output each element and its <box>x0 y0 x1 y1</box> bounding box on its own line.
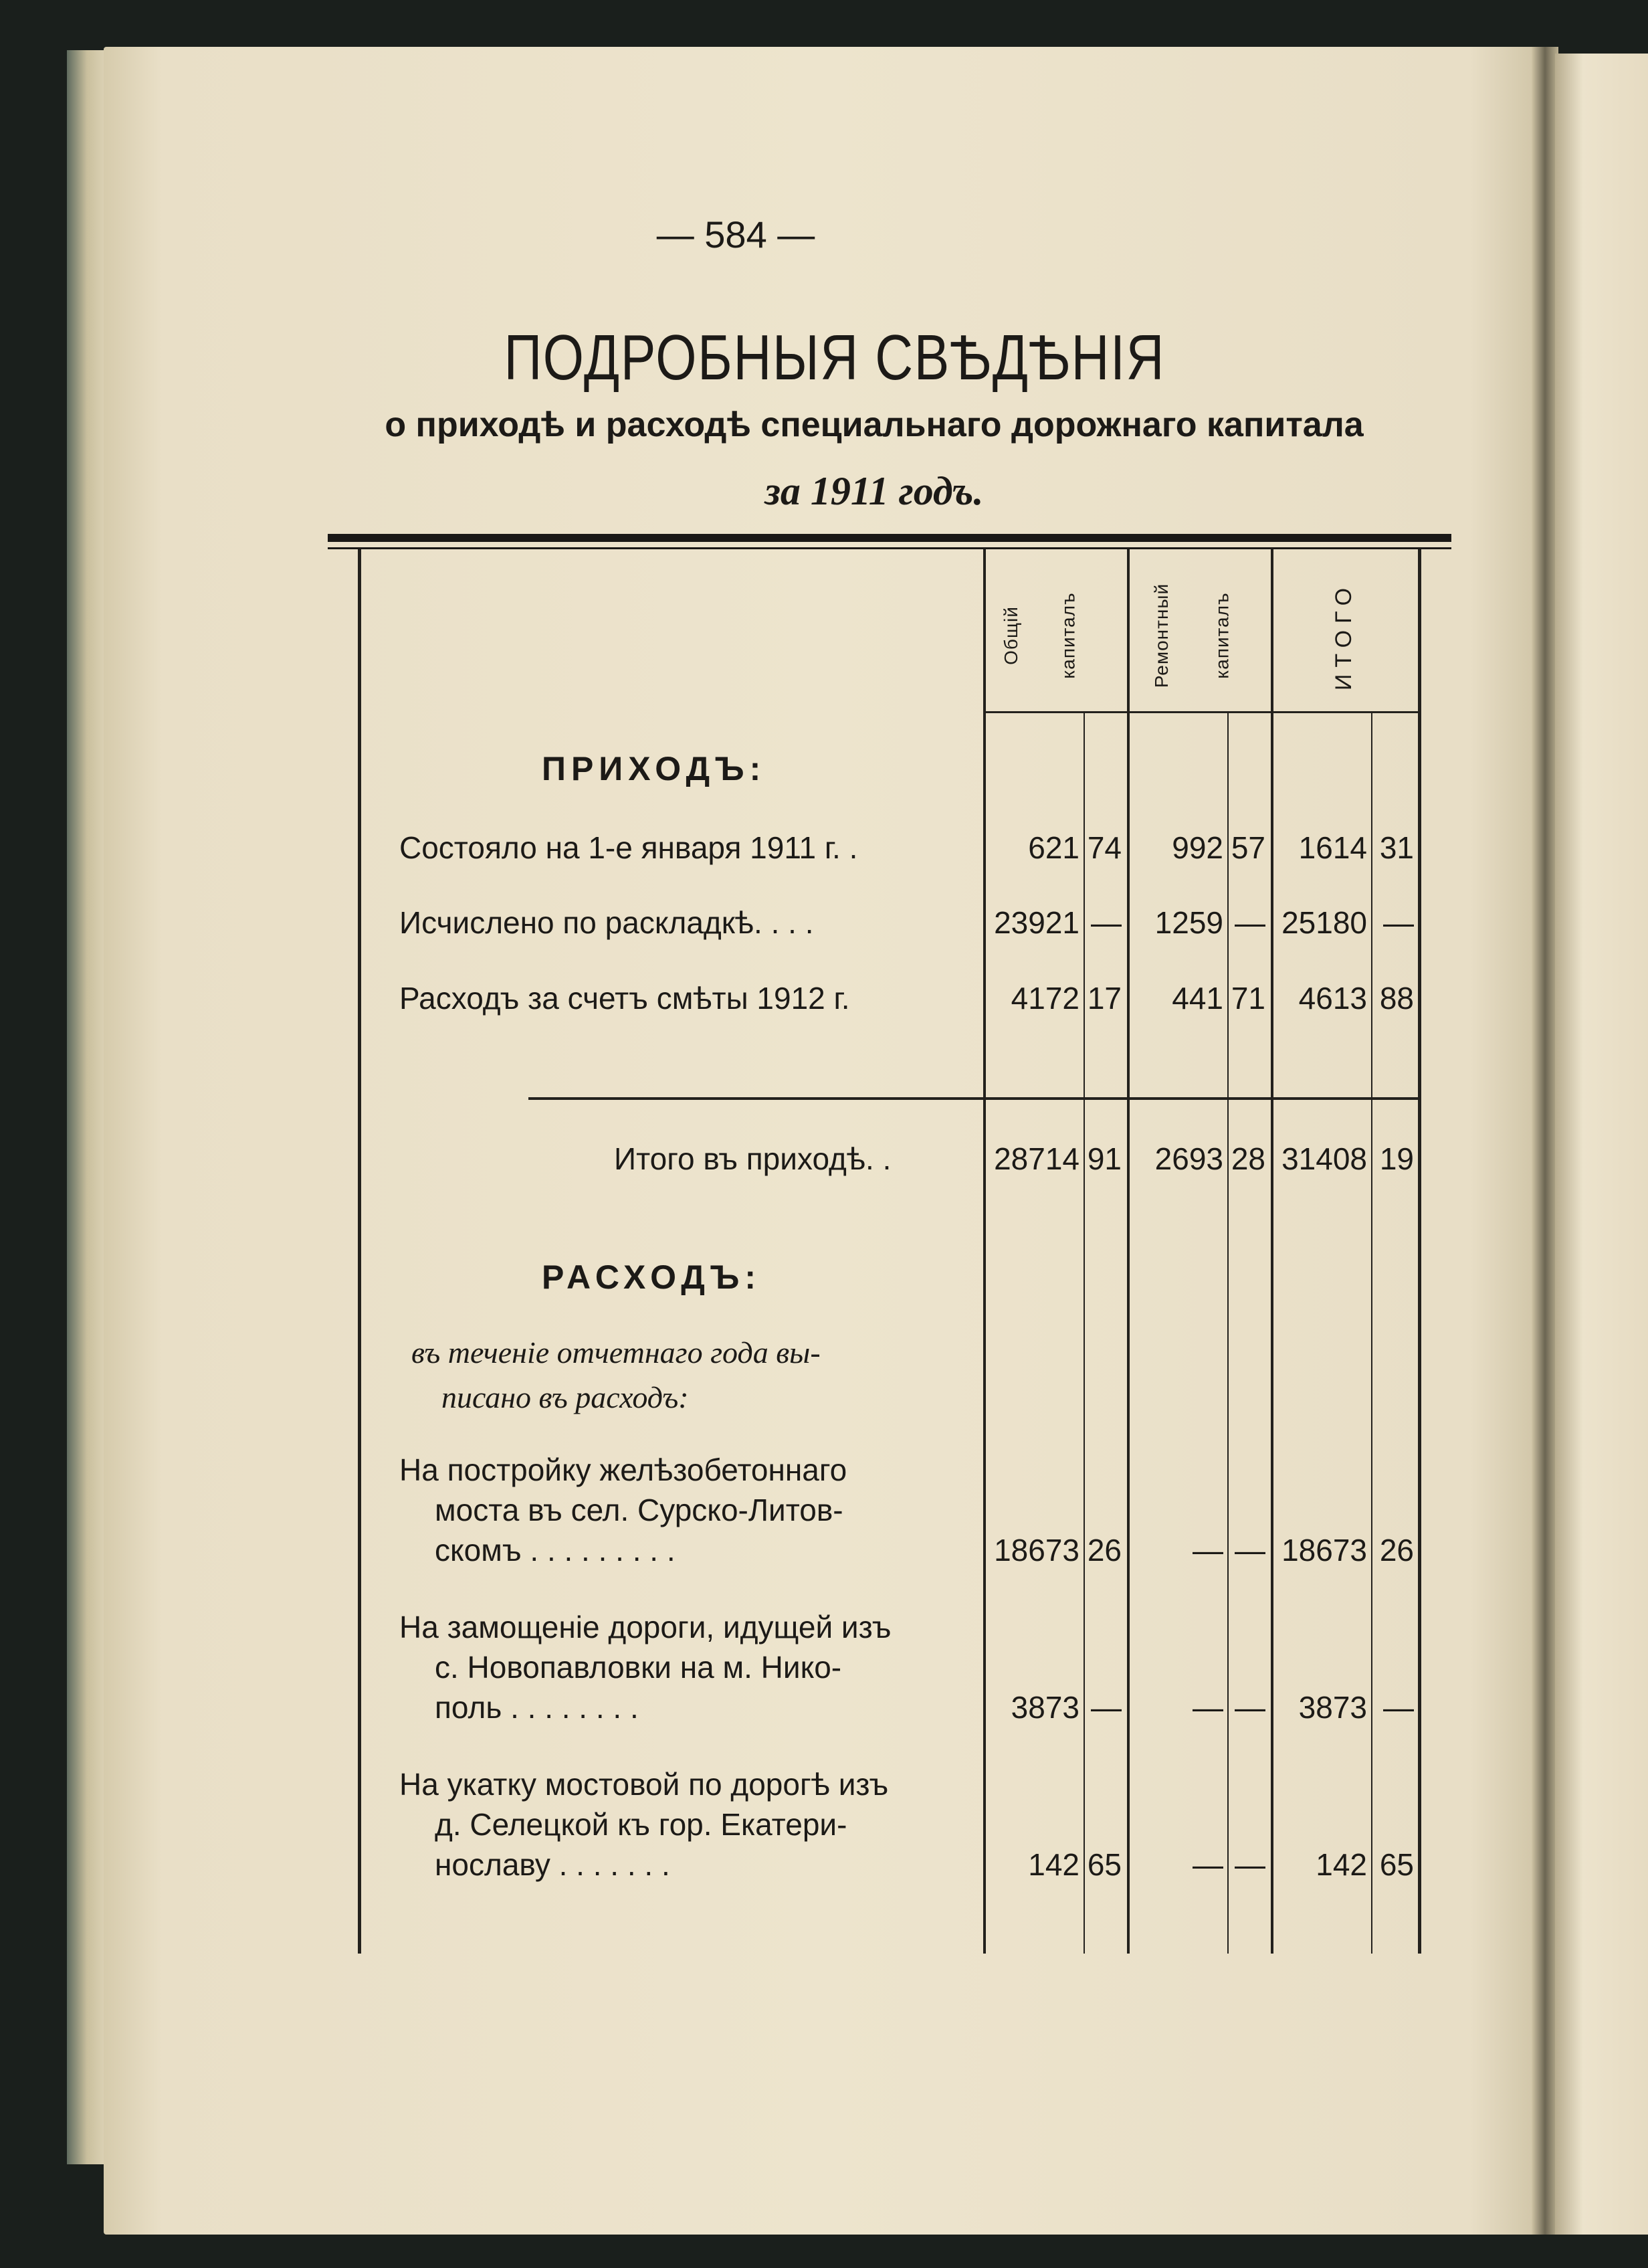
cell-repair-rub: 1259 <box>1154 905 1223 940</box>
cell-total-rub: 3873 <box>1298 1690 1367 1725</box>
cell-repair-kop: 71 <box>1231 981 1265 1016</box>
table-left-border <box>358 549 361 1954</box>
cell-general-kop: 17 <box>1087 981 1122 1016</box>
kopek-divider <box>1084 713 1085 1954</box>
kopek-divider <box>1227 713 1229 1954</box>
expense-heading: РАСХОДЪ: <box>542 1258 762 1296</box>
cell-repair-rub: — <box>1193 1690 1223 1725</box>
row-label-line: д. Селецкой къ гор. Екатери- <box>435 1807 847 1842</box>
cell-general-rub: 621 <box>1028 830 1079 865</box>
row-label-line: На постройку желѣзобетоннаго <box>399 1452 847 1487</box>
cell-total-rub: 31408 <box>1281 1141 1367 1176</box>
cell-repair-kop: 57 <box>1231 830 1265 865</box>
column-divider <box>1127 549 1130 1954</box>
cell-general-rub: 4172 <box>1011 981 1079 1016</box>
year-line: за 1911 годъ. <box>764 469 984 513</box>
cell-general-rub: 3873 <box>1011 1690 1079 1725</box>
cell-total-rub: 18673 <box>1281 1533 1367 1568</box>
cell-repair-kop: — <box>1235 905 1265 940</box>
cell-total-kop: 65 <box>1379 1847 1414 1882</box>
row-label-line: моста въ сел. Сурско-Литов- <box>435 1493 843 1527</box>
row-label-line: На замощеніе дороги, идущей изъ <box>399 1610 892 1644</box>
cell-general-kop: 26 <box>1087 1533 1122 1568</box>
cell-repair-kop: — <box>1235 1533 1265 1568</box>
cell-total-kop: 31 <box>1379 830 1414 865</box>
table-right-border <box>1418 549 1421 1954</box>
table-top-rule-thin <box>328 547 1451 549</box>
row-label-line: поль . . . . . . . . <box>435 1690 639 1725</box>
cell-total-kop: 19 <box>1379 1141 1414 1176</box>
row-label: Расходъ за счетъ смѣты 1912 г. <box>399 981 850 1016</box>
cell-general-rub: 28714 <box>994 1141 1079 1176</box>
col-header-repair-1: Ремонтный <box>1151 583 1172 688</box>
facing-page-edge <box>1555 54 1648 2235</box>
col-header-general-1: Общій <box>1000 606 1021 665</box>
cell-total-rub: 1614 <box>1298 830 1367 865</box>
cell-general-kop: — <box>1091 905 1122 940</box>
cell-repair-rub: 2693 <box>1154 1141 1223 1176</box>
cell-general-kop: — <box>1091 1690 1122 1725</box>
row-label-line: нославу . . . . . . . <box>435 1847 670 1882</box>
cell-general-kop: 65 <box>1087 1847 1122 1882</box>
cell-repair-kop: 28 <box>1231 1141 1265 1176</box>
cell-repair-rub: — <box>1193 1533 1223 1568</box>
cell-general-kop: 74 <box>1087 830 1122 865</box>
table-top-rule <box>328 534 1451 542</box>
cell-general-kop: 91 <box>1087 1141 1122 1176</box>
cell-general-rub: 23921 <box>994 905 1079 940</box>
page-subtitle: о приходѣ и расходѣ специальнаго дорожнаго капитала <box>385 405 1364 444</box>
col-header-total: ИТОГО <box>1331 581 1357 690</box>
cell-total-kop: 26 <box>1379 1533 1414 1568</box>
col-header-repair-2: капиталъ <box>1211 592 1233 679</box>
column-divider <box>1271 549 1273 1954</box>
cell-total-kop: — <box>1383 1690 1414 1725</box>
cell-general-rub: 142 <box>1028 1847 1079 1882</box>
cell-repair-kop: — <box>1235 1847 1265 1882</box>
column-divider <box>983 549 986 1954</box>
income-heading: ПРИХОДЪ: <box>542 750 766 787</box>
row-label-line: с. Новопавловки на м. Нико- <box>435 1650 842 1685</box>
cell-repair-rub: 992 <box>1172 830 1223 865</box>
expense-note-line: писано въ расходъ: <box>441 1380 689 1414</box>
subtotal-rule <box>528 1097 1421 1100</box>
page-title: ПОДРОБНЫЯ СВѢДѢНІЯ <box>504 322 1166 393</box>
cell-general-rub: 18673 <box>994 1533 1079 1568</box>
book-gutter <box>1532 47 1558 2235</box>
row-label-line: На укатку мостовой по дорогѣ изъ <box>399 1767 889 1802</box>
cell-total-rub: 4613 <box>1298 981 1367 1016</box>
cell-total-kop: 88 <box>1379 981 1414 1016</box>
page-number: — 584 — <box>656 213 815 256</box>
row-label-line: скомъ . . . . . . . . . <box>435 1533 676 1568</box>
cell-repair-rub: — <box>1193 1847 1223 1882</box>
kopek-divider <box>1371 713 1372 1954</box>
row-label: Состояло на 1-е января 1911 г. . <box>399 830 858 865</box>
cell-repair-rub: 441 <box>1172 981 1223 1016</box>
cell-total-kop: — <box>1383 905 1414 940</box>
cell-total-rub: 25180 <box>1281 905 1367 940</box>
col-header-general-2: капиталъ <box>1057 592 1079 679</box>
income-total-label: Итого въ приходѣ. . <box>614 1141 892 1176</box>
cell-total-rub: 142 <box>1316 1847 1367 1882</box>
cell-repair-kop: — <box>1235 1690 1265 1725</box>
row-label: Исчислено по раскладкѣ. . . . <box>399 905 814 940</box>
expense-note-line: въ теченіе отчетнаго года вы- <box>411 1335 821 1369</box>
